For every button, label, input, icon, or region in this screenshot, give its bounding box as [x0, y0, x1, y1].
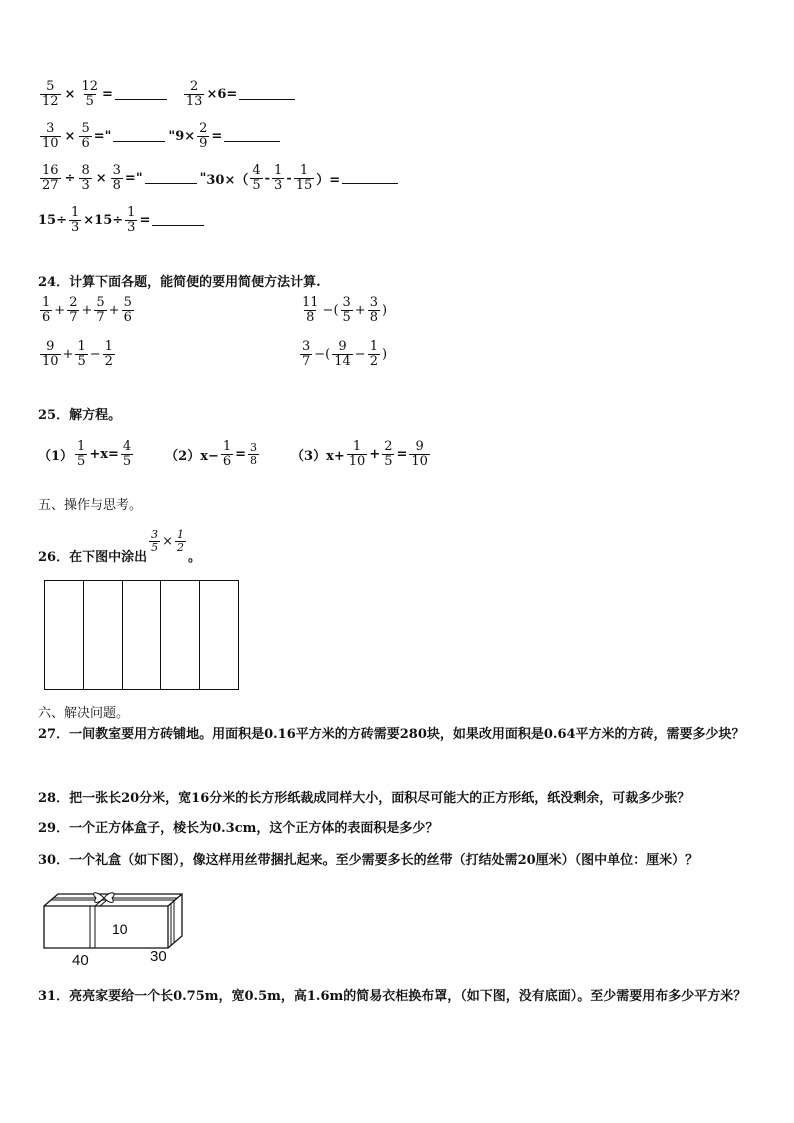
- q24-expr-2: $\frac{11}{8}$ −( $\frac{3}{5}$ + $\frac{3}{8}$ ): [302, 295, 388, 325]
- fraction: $\frac{3}{8}$: [112, 163, 121, 193]
- answer-blank[interactable]: [224, 131, 280, 142]
- fraction: $\frac{12}{5}$: [81, 79, 98, 109]
- answer-blank[interactable]: [113, 131, 165, 142]
- grid-cell[interactable]: [123, 581, 162, 689]
- question-30: 30．一个礼盒（如下图），像这样用丝带捆扎起来。至少需要多长的丝带（打结处需20厘米）（图中单位：厘米）？: [38, 853, 699, 868]
- fraction: $\frac{2}{9}$: [199, 121, 208, 151]
- fraction: $\frac{2}{13}$: [185, 79, 203, 109]
- fraction: $\frac{5}{12}$: [42, 79, 59, 109]
- answer-blank[interactable]: [145, 173, 197, 184]
- grid-cell[interactable]: [84, 581, 123, 689]
- fraction: $\frac{8}{3}$: [81, 163, 90, 193]
- calc-line-4: 15÷ $\frac{1}{3}$ ×15÷ $\frac{1}{3}$ =: [38, 206, 207, 234]
- question-24-title: 24．计算下面各题，能简便的要用简便方法计算.: [38, 275, 321, 290]
- shading-grid[interactable]: [44, 580, 239, 690]
- fraction: $\frac{1}{3}$: [274, 163, 283, 193]
- fraction: $\frac{1}{15}$: [295, 163, 313, 193]
- question-27: 27．一间教室要用方砖铺地。用面积是0.16平方米的方砖需要280块，如果改用面积是0.64平方米的方砖，需要多少块？: [38, 727, 745, 742]
- answer-blank[interactable]: [115, 89, 167, 100]
- answer-blank[interactable]: [239, 89, 295, 100]
- question-28: 28．把一张长20分米，宽16分米的长方形纸裁成同样大小，面积尽可能大的正方形纸，纸没剩余，可裁多少张？: [38, 791, 691, 806]
- q24-expr-3: $\frac{9}{10}$ + $\frac{1}{5}$ − $\frac{1}{2}$: [42, 339, 113, 369]
- answer-blank[interactable]: [152, 215, 204, 226]
- gift-box-figure: [40, 886, 190, 970]
- section-5-heading: 五、操作与思考。: [38, 498, 143, 513]
- box-width-label: 30: [150, 948, 167, 965]
- fraction: $\frac{5}{6}$: [81, 121, 90, 151]
- fraction: $\frac{4}{5}$: [252, 163, 261, 193]
- fraction: $\frac{3}{10}$: [42, 121, 59, 151]
- calc-line-3: $\frac{16}{27}$ ÷ $\frac{8}{3}$ × $\frac{3}{8}$ =" " 30×（ $\frac{4}{5}$ - $\frac{1}{3}$ - $\frac{1}{15}$ ）=: [38, 164, 401, 192]
- question-29: 29．一个正方体盒子，棱长为0.3cm，这个正方体的表面积是多少？: [38, 821, 439, 836]
- q24-expr-4: $\frac{3}{7}$ −( $\frac{9}{14}$ − $\frac{1}{2}$ ): [302, 339, 388, 369]
- fraction: $\frac{1}{3}$: [70, 205, 80, 235]
- q25-equations: （1） $\frac{1}{5}$ +x= $\frac{4}{5}$ （2）x− $\frac{1}{6}$ = $\frac{3}{8}$ （3）x+ $\frac{1}{10}$ + $\frac{2}{5}$ = $\frac{9}{10}$: [38, 439, 428, 469]
- box-height-label: 10: [112, 921, 128, 937]
- fraction: $\frac{16}{27}$: [42, 163, 59, 193]
- calc-line-2: $\frac{3}{10}$ × $\frac{5}{6}$ =" " 9× $\frac{2}{9}$ =: [38, 122, 283, 150]
- grid-cell[interactable]: [200, 581, 238, 689]
- grid-cell[interactable]: [161, 581, 200, 689]
- answer-blank[interactable]: [342, 173, 398, 184]
- box-length-label: 40: [72, 952, 89, 969]
- question-26: 26．在下图中涂出 $\frac{3}{5}$ × $\frac{1}{2}$ 。: [38, 528, 202, 565]
- q24-expr-1: $\frac{1}{6}$ + $\frac{2}{7}$ + $\frac{5}{7}$ + $\frac{5}{6}$: [42, 295, 132, 325]
- fraction: $\frac{1}{3}$: [127, 205, 136, 235]
- calc-line-1: $\frac{5}{12}$ × $\frac{12}{5}$ = $\frac{2}{13}$ ×6=: [38, 80, 298, 108]
- question-25-title: 25．解方程。: [38, 408, 122, 423]
- grid-cell[interactable]: [45, 581, 84, 689]
- section-6-heading: 六、解决问题。: [38, 706, 130, 721]
- question-31: 31．亮亮家要给一个长0.75m，宽0.5m，高1.6m的简易衣柜换布罩，（如下图，没有底面）。至少需要用布多少平方米？: [38, 989, 747, 1004]
